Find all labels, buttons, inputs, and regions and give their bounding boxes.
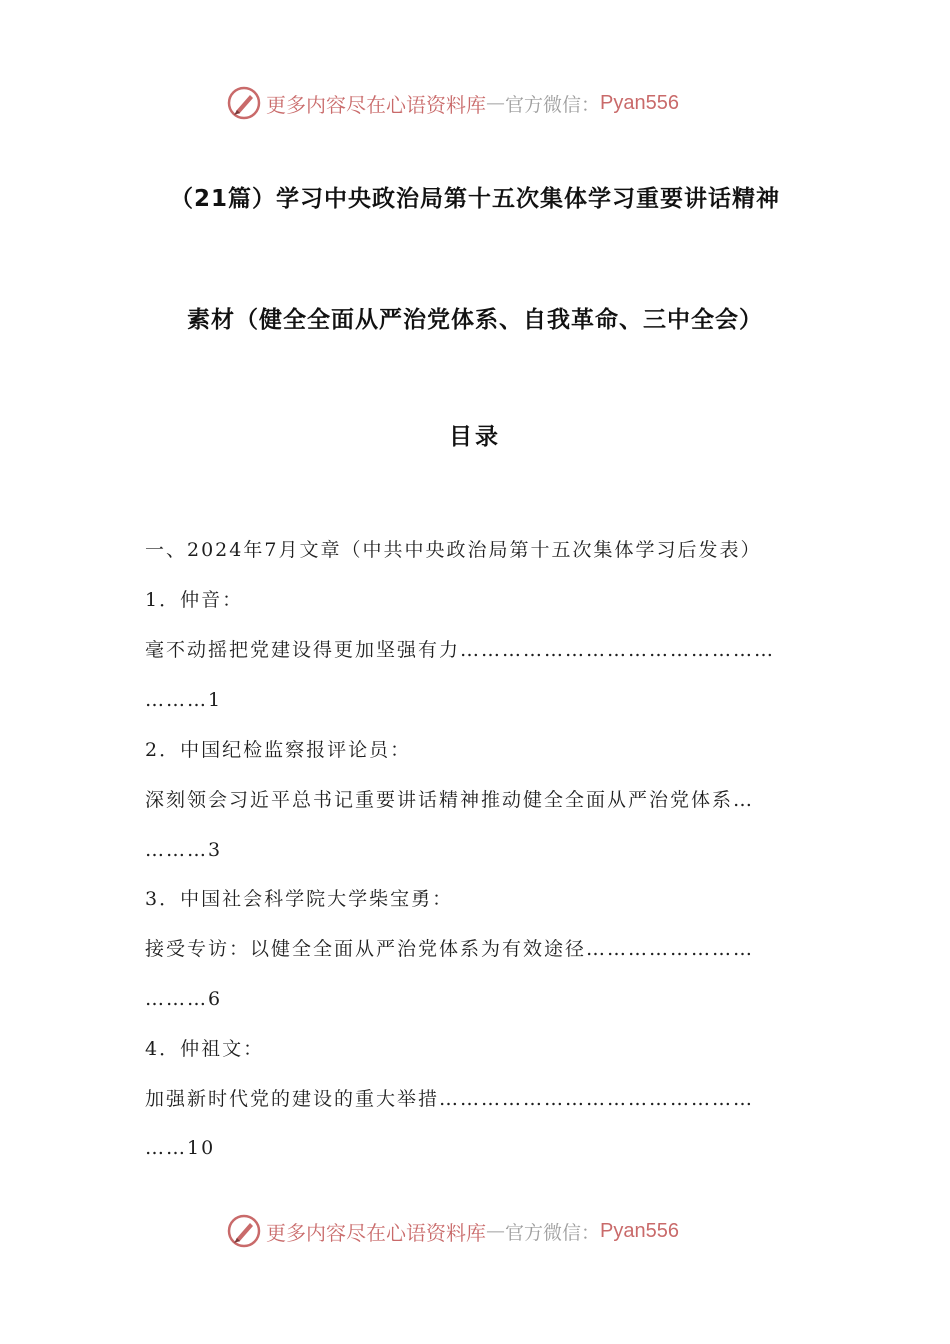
document-title-line-2: 素材（健全全面从严治党体系、自我革命、三中全会）: [187, 307, 763, 333]
toc-item-4-author: 4．仲祖文：: [145, 1038, 265, 1060]
toc-item-2-page[interactable]: ………3: [145, 839, 223, 861]
watermark-dash: —: [486, 92, 505, 114]
pen-logo-icon: [226, 1213, 262, 1249]
watermark-header: [226, 83, 746, 123]
watermark-label: 官方微信：: [505, 1221, 601, 1244]
watermark-main-text: 更多内容尽在心语资料库: [266, 92, 486, 117]
toc-item-3-page[interactable]: ………6: [145, 988, 223, 1010]
toc-item-1-author: 1．仲音：: [145, 589, 244, 611]
toc-item-2-title[interactable]: 深刻领会习近平总书记重要讲话精神推动健全全面从严治党体系…: [145, 789, 755, 811]
toc-item-1-page[interactable]: ………1: [145, 689, 223, 711]
toc-heading: 目录: [449, 424, 501, 450]
watermark-footer: [226, 1211, 746, 1251]
toc-item-3-title[interactable]: 接受专访：以健全全面从严治党体系为有效途径……………………: [145, 938, 755, 960]
toc-section-heading: 一、2024年7月文章（中共中央政治局第十五次集体学习后发表）: [145, 539, 762, 561]
watermark-main-text: 更多内容尽在心语资料库: [266, 1220, 486, 1245]
toc-item-1-title[interactable]: 毫不动摇把党建设得更加坚强有力………………………………………: [145, 639, 776, 661]
document-title-line-1: （21篇）学习中央政治局第十五次集体学习重要讲话精神: [169, 186, 780, 212]
watermark-label: 官方微信：: [505, 93, 601, 116]
watermark-dash: —: [486, 1220, 505, 1242]
toc-item-2-author: 2．中国纪检监察报评论员：: [145, 739, 412, 761]
watermark-wechat-id: Pyan556: [600, 1219, 679, 1242]
pen-logo-icon: [226, 85, 262, 121]
watermark-wechat-id: Pyan556: [600, 91, 679, 114]
toc-item-3-author: 3．中国社会科学院大学柴宝勇：: [145, 888, 454, 910]
toc-item-4-title[interactable]: 加强新时代党的建设的重大举措………………………………………: [145, 1088, 755, 1110]
toc-item-4-page[interactable]: ……10: [145, 1137, 216, 1159]
